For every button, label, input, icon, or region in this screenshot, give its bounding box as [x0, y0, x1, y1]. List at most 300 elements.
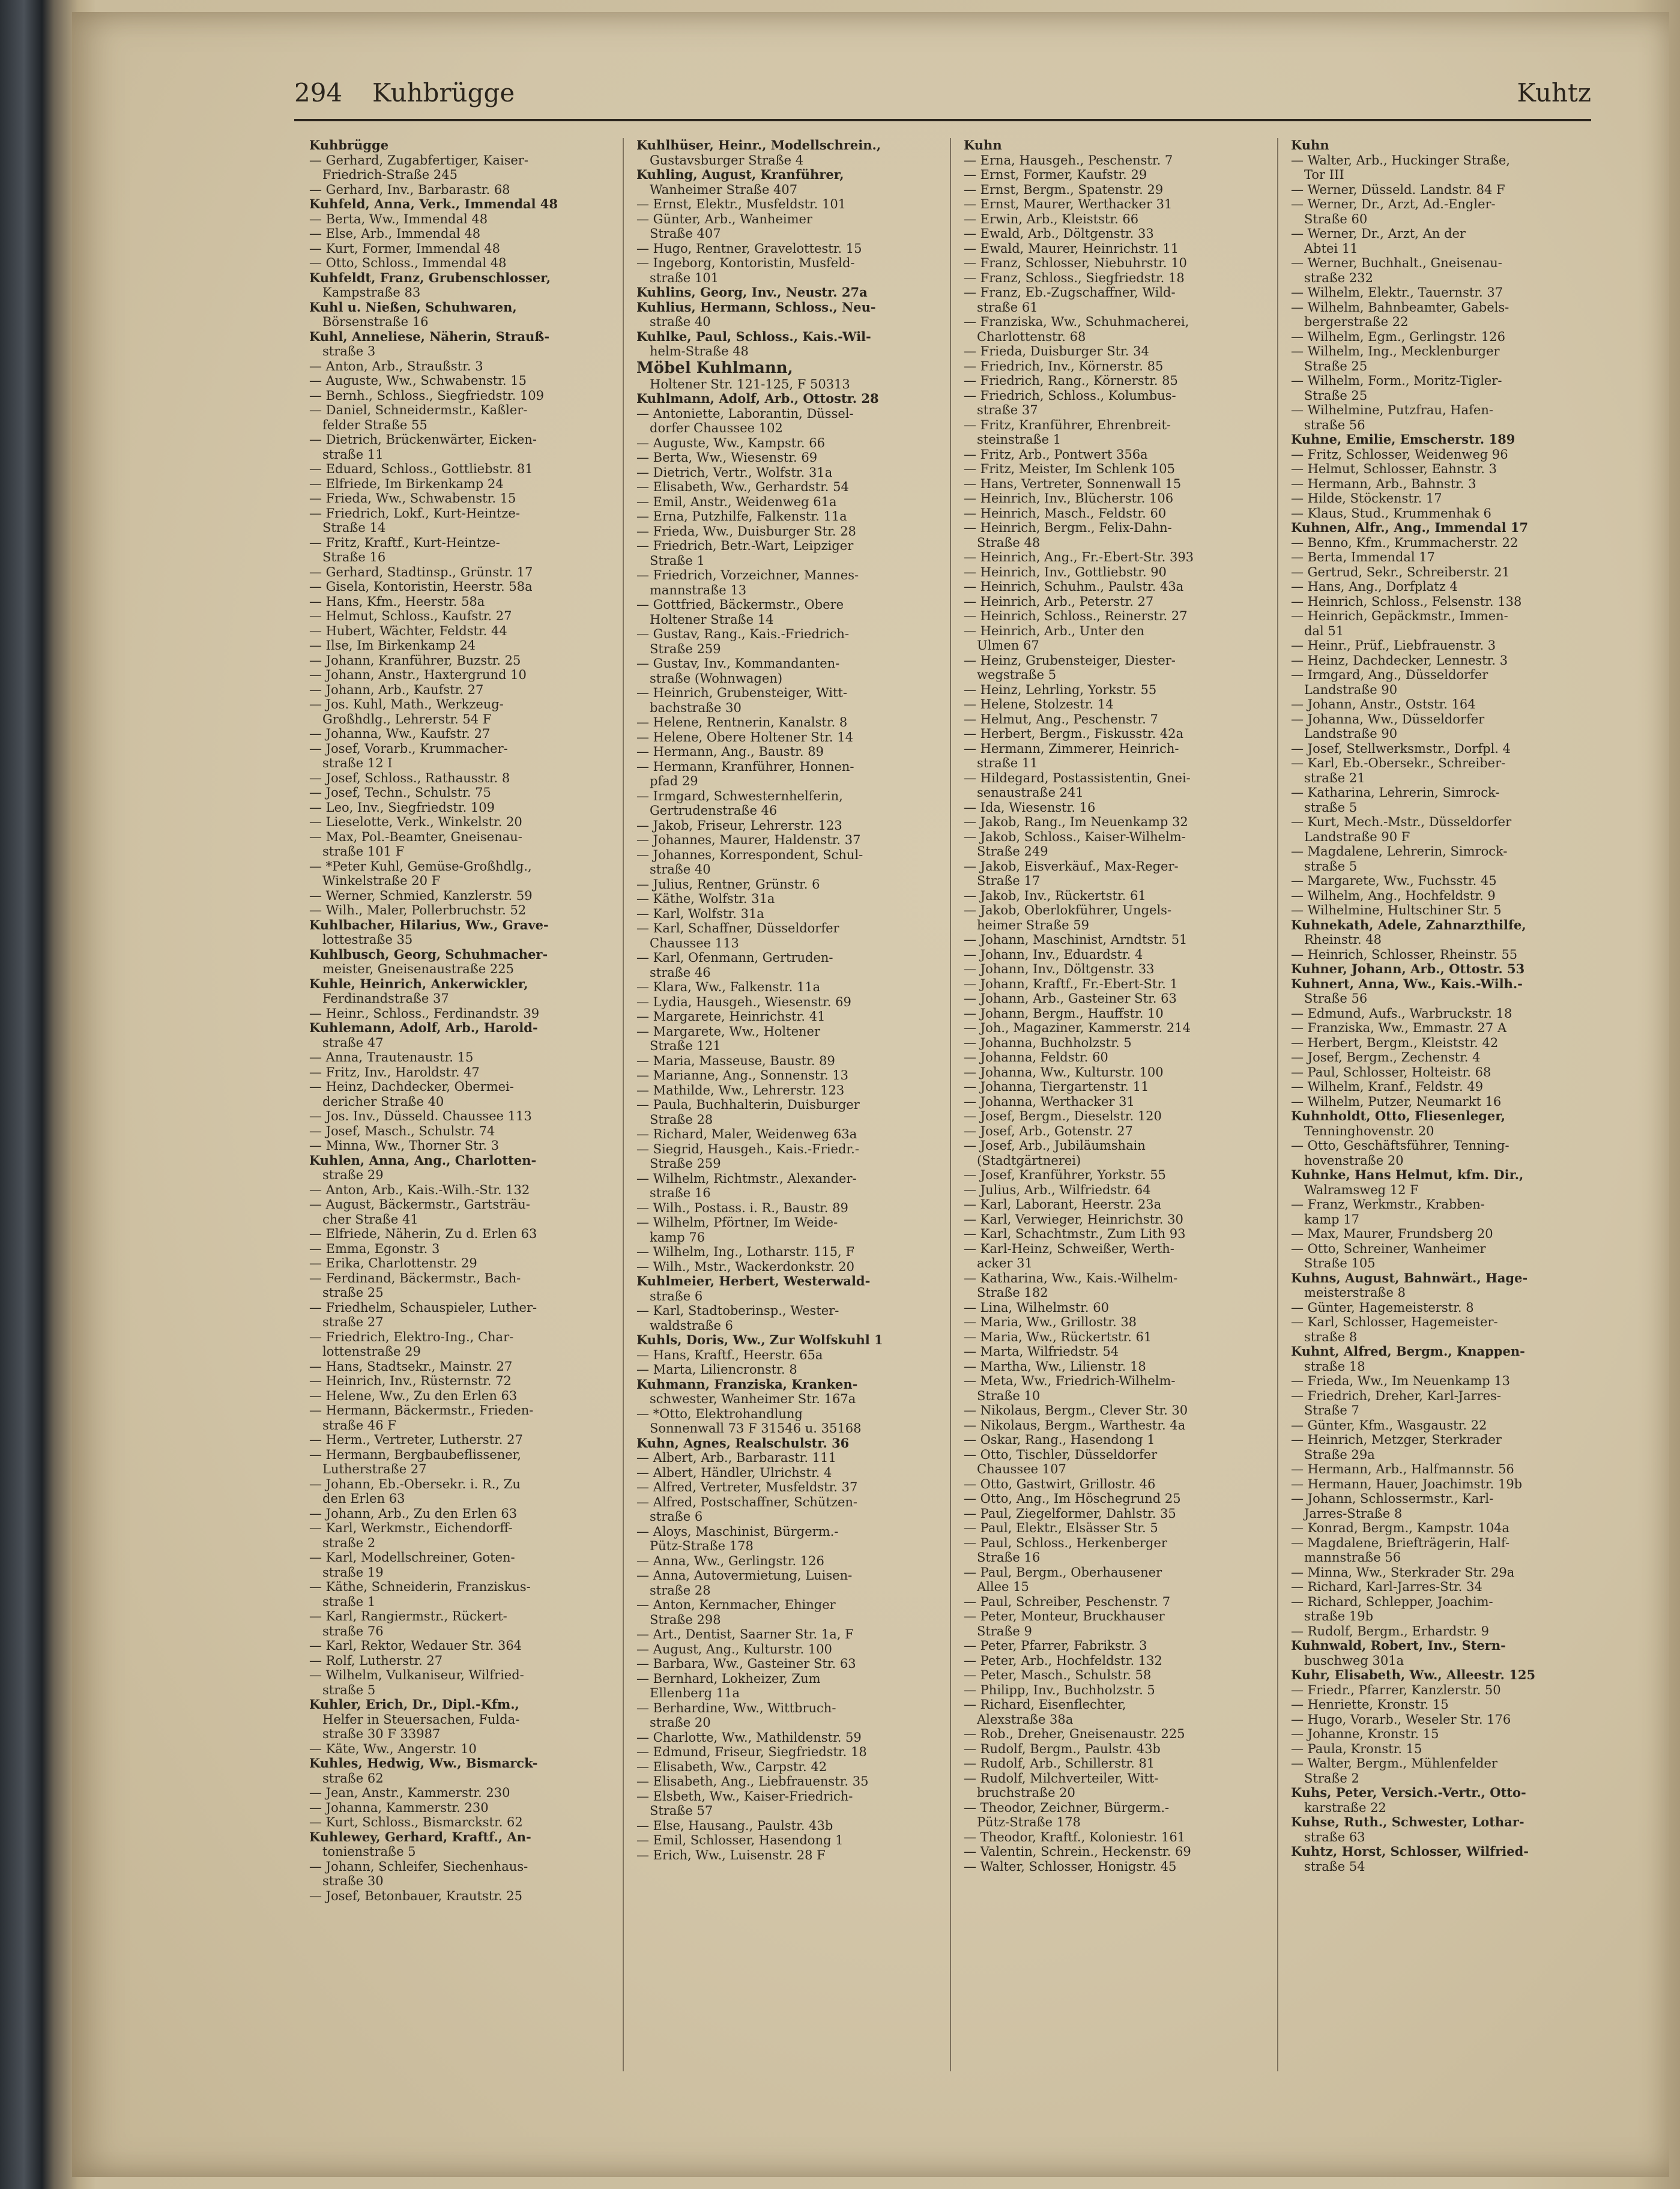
- entry-line: — Lina, Wilhelmstr. 60: [964, 1300, 1109, 1315]
- entry-line: straße 101: [650, 270, 719, 285]
- entry-line: — Fritz, Arb., Pontwert 356a: [964, 447, 1148, 462]
- entry-line: — Friedr., Pfarrer, Kanzlerstr. 50: [1291, 1682, 1501, 1697]
- entry-line: — Frieda, Ww., Schwabenstr. 15: [309, 491, 516, 506]
- entry-line: — Heinz, Grubensteiger, Diester-: [964, 653, 1176, 668]
- entry-line: — Johann, Kraftf., Fr.-Ebert-Str. 1: [964, 976, 1178, 991]
- entry-line: — Else, Arb., Immendal 48: [309, 226, 481, 241]
- entry-line: — Alfred, Vertreter, Musfeldstr. 37: [636, 1480, 858, 1494]
- entry-line: straße 11: [322, 447, 384, 462]
- entry-line: — Hermann, Hauer, Joachimstr. 19b: [1291, 1476, 1523, 1491]
- entry-line: (Stadtgärtnerei): [977, 1153, 1081, 1168]
- entry-line: — Wilhelm, Bahnbeamter, Gabels-: [1291, 300, 1509, 315]
- entry-heading: Kuhlewey, Gerhard, Kraftf., An-: [309, 1829, 531, 1844]
- entry-line: — Anna, Ww., Gerlingstr. 126: [636, 1553, 824, 1568]
- entry-line: — Friedrich, Betr.-Wart, Leipziger: [636, 539, 854, 553]
- entry-line: — Oskar, Rang., Hasendong 1: [964, 1433, 1155, 1447]
- entry-line: — Meta, Ww., Friedrich-Wilhelm-: [964, 1374, 1176, 1388]
- entry-line: — Josef, Betonbauer, Krautstr. 25: [309, 1888, 523, 1903]
- column-2: [636, 138, 937, 2071]
- entry-line: straße 19b: [1304, 1609, 1374, 1623]
- entry-line: Straße 56: [1304, 991, 1368, 1006]
- entry-line: — Antoniette, Laborantin, Düssel-: [636, 406, 854, 421]
- entry-line: — Siegrid, Hausgeh., Kais.-Friedr.-: [636, 1141, 859, 1156]
- entry-line: — Rolf, Lutherstr. 27: [309, 1653, 443, 1668]
- entry-line: — Günter, Kfm., Wasgaustr. 22: [1291, 1418, 1487, 1433]
- entry-line: felder Straße 55: [322, 417, 428, 432]
- entry-line: — Heinrich, Bergm., Felix-Dahn-: [964, 521, 1172, 535]
- entry-line: Landstraße 90: [1304, 726, 1398, 741]
- entry-line: Straße 60: [1304, 211, 1368, 226]
- entry-line: — Helmut, Schlosser, Eahnstr. 3: [1291, 462, 1497, 476]
- entry-line: — Peter, Monteur, Bruckhauser: [964, 1609, 1165, 1623]
- entry-line: — Wilh., Mstr., Wackerdonkstr. 20: [636, 1259, 854, 1274]
- entry-line: — Rudolf, Arb., Schillerstr. 81: [964, 1756, 1155, 1771]
- entry-heading: Kuhnwald, Robert, Inv., Stern-: [1291, 1638, 1506, 1653]
- entry-line: straße 61: [977, 300, 1038, 315]
- entry-line: — Lieselotte, Verk., Winkelstr. 20: [309, 815, 522, 829]
- entry-line: Straße 25: [1304, 358, 1368, 373]
- entry-line: — Benno, Kfm., Krummacherstr. 22: [1291, 535, 1518, 550]
- entry-line: — Johanna, Feldstr. 60: [964, 1050, 1108, 1064]
- entry-line: — Klara, Ww., Falkenstr. 11a: [636, 980, 821, 994]
- entry-line: Straße 48: [977, 535, 1041, 550]
- entry-line: — Frieda, Ww., Duisburger Str. 28: [636, 524, 856, 539]
- entry-line: Chaussee 107: [977, 1462, 1066, 1476]
- entry-line: Winkelstraße 20 F: [322, 874, 441, 888]
- entry-line: — Erich, Ww., Luisenstr. 28 F: [636, 1847, 826, 1862]
- entry-line: Straße 2: [1304, 1771, 1359, 1786]
- entry-line: — Johann, Eb.-Obersekr. i. R., Zu: [309, 1476, 521, 1491]
- entry-heading: Kuhnekath, Adele, Zahnarzthilfe,: [1291, 917, 1526, 932]
- entry-line: — Hans, Kfm., Heerstr. 58a: [309, 594, 485, 609]
- entry-line: — Anna, Trautenaustr. 15: [309, 1050, 474, 1064]
- entry-line: — Jakob, Friseur, Lehrerstr. 123: [636, 818, 842, 833]
- column-1: [309, 138, 609, 2071]
- entry-line: Straße 259: [650, 1156, 721, 1171]
- entry-line: — Heinrich, Arb., Peterstr. 27: [964, 594, 1154, 609]
- entry-line: straße 63: [1304, 1829, 1365, 1844]
- entry-line: — Anna, Autovermietung, Luisen-: [636, 1568, 853, 1583]
- entry-line: — Anton, Arb., Straußstr. 3: [309, 358, 483, 373]
- entry-line: — Elisabeth, Ww., Carpstr. 42: [636, 1759, 827, 1774]
- entry-line: Gustavsburger Straße 4: [650, 152, 804, 168]
- entry-line: — Heinrich, Ang., Fr.-Ebert-Str. 393: [964, 550, 1194, 564]
- entry-line: acker 31: [977, 1256, 1033, 1270]
- entry-heading: Kuhnt, Alfred, Bergm., Knappen-: [1291, 1344, 1525, 1359]
- entry-line: karstraße 22: [1304, 1800, 1386, 1815]
- entry-line: waldstraße 6: [650, 1318, 733, 1333]
- entry-line: — Ewald, Arb., Döltgenstr. 33: [964, 226, 1154, 241]
- entry-line: Ferdinandstraße 37: [322, 991, 449, 1006]
- entry-line: — Hans, Stadtsekr., Mainstr. 27: [309, 1359, 513, 1374]
- entry-line: straße 19: [322, 1565, 384, 1580]
- entry-heading: Kuhnholdt, Otto, Fliesenleger,: [1291, 1108, 1506, 1123]
- entry-line: Straße 182: [977, 1285, 1048, 1300]
- entry-line: — Karl, Rangiermstr., Rückert-: [309, 1609, 507, 1623]
- entry-line: — Franz, Werkmstr., Krabben-: [1291, 1197, 1485, 1212]
- entry-line: — Hermann, Bäckermstr., Frieden-: [309, 1403, 534, 1418]
- entry-line: bachstraße 30: [650, 700, 742, 715]
- entry-line: straße 8: [1304, 1329, 1358, 1344]
- entry-line: — Ida, Wiesenstr. 16: [964, 800, 1096, 815]
- column-divider: [950, 138, 951, 2071]
- entry-line: — Paul, Ziegelformer, Dahlstr. 35: [964, 1506, 1176, 1521]
- entry-line: — Jakob, Inv., Rückertstr. 61: [964, 888, 1146, 903]
- entry-line: senaustraße 241: [977, 785, 1084, 800]
- entry-line: — Karl, Modellschreiner, Goten-: [309, 1550, 515, 1565]
- entry-line: — Emil, Anstr., Weidenweg 61a: [636, 494, 837, 509]
- entry-line: — Friedrich, Schloss., Kolumbus-: [964, 388, 1176, 403]
- entry-line: Ellenberg 11a: [650, 1686, 740, 1700]
- entry-line: — August, Ang., Kulturstr. 100: [636, 1641, 832, 1656]
- entry-line: — Johanna, Kammerstr. 230: [309, 1800, 489, 1815]
- right-keyword: Kuhtz: [1517, 78, 1591, 107]
- entry-line: — Johann, Maschinist, Arndtstr. 51: [964, 932, 1188, 947]
- entry-line: — Josef, Arb., Jubiläumshain: [964, 1138, 1146, 1153]
- entry-heading: Kuhr, Elisabeth, Ww., Alleestr. 125: [1291, 1667, 1536, 1682]
- entry-line: straße 6: [650, 1509, 703, 1524]
- entry-line: — Elfriede, Näherin, Zu d. Erlen 63: [309, 1227, 537, 1241]
- entry-line: — Philipp, Inv., Buchholzstr. 5: [964, 1682, 1155, 1697]
- entry-line: — Erna, Putzhilfe, Falkenstr. 11a: [636, 509, 847, 524]
- entry-line: — Heinrich, Schloss., Reinerstr. 27: [964, 609, 1188, 623]
- entry-line: — Valentin, Schrein., Heckenstr. 69: [964, 1844, 1191, 1859]
- entry-line: schwester, Wanheimer Str. 167a: [650, 1392, 856, 1406]
- entry-line: — Josef, Vorarb., Krummacher-: [309, 741, 508, 756]
- entry-heading: Kuhlke, Paul, Schloss., Kais.-Wil-: [636, 328, 871, 344]
- entry-line: — Günter, Arb., Wanheimer: [636, 211, 812, 226]
- entry-line: — Edmund, Aufs., Warbruckstr. 18: [1291, 1006, 1512, 1021]
- entry-line: — Wilhelm, Form., Moritz-Tigler-: [1291, 373, 1502, 388]
- entry-line: — Johann, Arb., Gasteiner Str. 63: [964, 991, 1177, 1006]
- entry-line: — Hermann, Kranführer, Honnen-: [636, 759, 854, 774]
- directory-columns: [309, 138, 1594, 2071]
- entry-line: dericher Straße 40: [322, 1094, 444, 1109]
- entry-line: — Jakob, Rang., Im Neuenkamp 32: [964, 815, 1188, 829]
- entry-line: — Fritz, Inv., Haroldstr. 47: [309, 1064, 480, 1079]
- entry-heading: Kuhling, August, Kranführer,: [636, 167, 844, 182]
- entry-line: straße 3: [322, 344, 376, 358]
- entry-line: — Heinz, Dachdecker, Lennestr. 3: [1291, 653, 1508, 668]
- entry-heading: Kuhner, Johann, Arb., Ottostr. 53: [1291, 961, 1525, 976]
- entry-line: — Heinrich, Inv., Gottliebstr. 90: [964, 564, 1167, 579]
- entry-line: — Werner, Dr., Arzt, An der: [1291, 226, 1466, 241]
- advert-entry: Möbel Kuhlmann,: [636, 358, 793, 377]
- entry-line: — Karl, Verwieger, Heinrichstr. 30: [964, 1212, 1183, 1227]
- entry-line: — Richard, Maler, Weidenweg 63a: [636, 1127, 857, 1141]
- entry-line: — Klaus, Stud., Krummenhak 6: [1291, 506, 1491, 521]
- entry-line: — Nikolaus, Bergm., Warthestr. 4a: [964, 1418, 1186, 1433]
- entry-line: — Ernst, Maurer, Werthacker 31: [964, 197, 1173, 211]
- entry-line: straße 6: [650, 1288, 703, 1303]
- entry-heading: Kuhls, Doris, Ww., Zur Wolfskuhl 1: [636, 1332, 883, 1347]
- entry-heading: Kuhlius, Hermann, Schloss., Neu-: [636, 299, 876, 315]
- entry-line: Straße 57: [650, 1804, 713, 1818]
- entry-line: Rheinstr. 48: [1304, 932, 1382, 947]
- entry-line: — Hilde, Stöckenstr. 17: [1291, 491, 1442, 506]
- entry-line: Abtei 11: [1304, 241, 1358, 256]
- entry-line: — Walter, Arb., Huckinger Straße,: [1291, 152, 1510, 168]
- entry-line: Straße 10: [977, 1388, 1041, 1403]
- entry-line: — Wilhelm, Ing., Mecklenburger: [1291, 344, 1500, 358]
- entry-line: Holtener Str. 121-125, F 50313: [650, 376, 850, 391]
- entry-line: — Wilhelm, Vulkaniseur, Wilfried-: [309, 1668, 524, 1682]
- entry-line: Ulmen 67: [977, 638, 1039, 653]
- entry-line: — Heinrich, Masch., Feldstr. 60: [964, 506, 1167, 521]
- entry-line: — Werner, Düsseld. Landstr. 84 F: [1291, 182, 1505, 197]
- entry-line: steinstraße 1: [977, 432, 1062, 447]
- entry-line: — Frieda, Ww., Im Neuenkamp 13: [1291, 1374, 1510, 1388]
- entry-line: — Hans, Vertreter, Sonnenwall 15: [964, 476, 1182, 491]
- entry-line: straße 18: [1304, 1359, 1365, 1374]
- entry-line: — Ernst, Bergm., Spatenstr. 29: [964, 182, 1164, 197]
- entry-line: bergerstraße 22: [1304, 315, 1409, 329]
- entry-line: — Paula, Kronstr. 15: [1291, 1741, 1422, 1756]
- entry-line: — Eduard, Schloss., Gottliebstr. 81: [309, 462, 533, 476]
- entry-line: — Joh., Magaziner, Kammerstr. 214: [964, 1021, 1191, 1035]
- entry-line: — Johann, Anstr., Haxtergrund 10: [309, 668, 527, 682]
- entry-line: — Friedhelm, Schauspieler, Luther-: [309, 1300, 537, 1315]
- entry-line: — Peter, Arb., Hochfeldstr. 132: [964, 1653, 1162, 1668]
- entry-line: — Johann, Anstr., Oststr. 164: [1291, 697, 1476, 711]
- entry-line: — Josef, Kranführer, Yorkstr. 55: [964, 1168, 1166, 1182]
- entry-line: — *Peter Kuhl, Gemüse-Großhdlg.,: [309, 859, 532, 874]
- entry-line: bruchstraße 20: [977, 1786, 1075, 1800]
- entry-line: Tenninghovenstr. 20: [1304, 1123, 1434, 1138]
- entry-line: — Fritz, Schlosser, Weidenweg 96: [1291, 447, 1508, 462]
- entry-line: — Henriette, Kronstr. 15: [1291, 1697, 1449, 1712]
- entry-line: — Maria, Ww., Grillostr. 38: [964, 1315, 1137, 1329]
- entry-line: — Otto, Gastwirt, Grillostr. 46: [964, 1476, 1156, 1491]
- entry-line: — Friedrich, Lokf., Kurt-Heintze-: [309, 506, 520, 521]
- entry-line: straße 47: [322, 1035, 384, 1050]
- entry-heading: Kuhbrügge: [309, 138, 389, 152]
- column-3: [964, 138, 1264, 2071]
- entry-line: straße 1: [322, 1594, 376, 1609]
- entry-line: — Ernst, Former, Kaufstr. 29: [964, 168, 1147, 182]
- header-rule: [294, 119, 1591, 121]
- entry-line: — Gerhard, Stadtinsp., Grünstr. 17: [309, 564, 533, 579]
- entry-line: — Minna, Ww., Sterkrader Str. 29a: [1291, 1565, 1515, 1580]
- entry-line: — Maria, Masseuse, Baustr. 89: [636, 1053, 835, 1068]
- entry-line: — Charlotte, Ww., Mathildenstr. 59: [636, 1730, 862, 1745]
- entry-line: — Josef, Stellwerksmstr., Dorfpl. 4: [1291, 741, 1511, 756]
- entry-line: — Ernst, Elektr., Musfeldstr. 101: [636, 197, 847, 211]
- entry-line: — Marta, Liliencronstr. 8: [636, 1362, 797, 1377]
- entry-line: — Johann, Kranführer, Buzstr. 25: [309, 653, 521, 668]
- entry-line: — Franz, Schlosser, Niebuhrstr. 10: [964, 256, 1187, 270]
- entry-line: — Johann, Schlossermstr., Karl-: [1291, 1491, 1494, 1506]
- entry-line: — Hans, Ang., Dorfplatz 4: [1291, 579, 1458, 594]
- entry-line: — Berhardine, Ww., Wittbruch-: [636, 1700, 836, 1715]
- entry-line: — Werner, Schmied, Kanzlerstr. 59: [309, 888, 533, 903]
- entry-heading: Kuhs, Peter, Versich.-Vertr., Otto-: [1291, 1785, 1526, 1800]
- entry-line: — Dietrich, Vertr., Wolfstr. 31a: [636, 465, 833, 480]
- entry-line: — Otto, Schloss., Immendal 48: [309, 256, 507, 270]
- entry-line: — Johann, Schleifer, Siechenhaus-: [309, 1859, 528, 1874]
- entry-line: straße 101 F: [322, 844, 405, 859]
- entry-line: — Hildegard, Postassistentin, Gnei-: [964, 770, 1191, 785]
- entry-line: straße 25: [322, 1285, 384, 1300]
- entry-line: Jarres-Straße 8: [1304, 1506, 1403, 1521]
- entry-line: Gertrudenstraße 46: [650, 803, 778, 818]
- entry-line: — Hermann, Arb., Halfmannstr. 56: [1291, 1462, 1514, 1476]
- entry-line: — Margarete, Ww., Holtener: [636, 1024, 821, 1039]
- entry-line: — Johanne, Kronstr. 15: [1291, 1727, 1439, 1741]
- entry-line: dal 51: [1304, 623, 1344, 638]
- entry-line: — Karl, Laborant, Heerstr. 23a: [964, 1197, 1162, 1212]
- entry-line: — Johanna, Werthacker 31: [964, 1094, 1135, 1109]
- entry-line: — Erna, Hausgeh., Peschenstr. 7: [964, 152, 1173, 168]
- entry-line: — Anton, Kernmacher, Ehinger: [636, 1598, 836, 1612]
- entry-line: tonienstraße 5: [322, 1844, 416, 1859]
- entry-line: — Fritz, Meister, Im Schlenk 105: [964, 462, 1175, 476]
- entry-line: Holtener Straße 14: [650, 612, 774, 627]
- entry-line: lottestraße 35: [322, 932, 413, 947]
- entry-line: — Wilhelm, Pförtner, Im Weide-: [636, 1215, 838, 1230]
- entry-line: lottenstraße 29: [322, 1344, 421, 1359]
- entry-line: — Günter, Hagemeisterstr. 8: [1291, 1300, 1474, 1315]
- entry-line: — Max, Maurer, Frundsberg 20: [1291, 1227, 1493, 1241]
- entry-line: Straße 121: [650, 1039, 721, 1053]
- entry-line: — Paula, Buchhalterin, Duisburger: [636, 1098, 860, 1112]
- entry-heading: Kuhtz, Horst, Schlosser, Wilfried-: [1291, 1844, 1529, 1859]
- entry-line: — Heinrich, Arb., Unter den: [964, 623, 1144, 638]
- entry-heading: Kuhlins, Georg, Inv., Neustr. 27a: [636, 285, 868, 300]
- entry-line: Straße 16: [977, 1550, 1041, 1565]
- entry-line: — Mathilde, Ww., Lehrerstr. 123: [636, 1082, 845, 1098]
- entry-line: — Katharina, Ww., Kais.-Wilhelm-: [964, 1270, 1178, 1285]
- entry-line: — Julius, Arb., Wilfriedstr. 64: [964, 1182, 1151, 1197]
- entry-line: — Richard, Eisenflechter,: [964, 1697, 1126, 1712]
- entry-heading: Kuhlbusch, Georg, Schuhmacher-: [309, 946, 548, 962]
- entry-line: — Johannes, Maurer, Haldenstr. 37: [636, 833, 861, 847]
- entry-line: Walramsweg 12 F: [1304, 1182, 1419, 1197]
- entry-line: — Berta, Immendal 17: [1291, 550, 1436, 564]
- entry-heading: Kuhne, Emilie, Emscherstr. 189: [1291, 432, 1515, 447]
- entry-line: — Jos. Inv., Düsseld. Chaussee 113: [309, 1109, 532, 1123]
- entry-line: — Berta, Ww., Immendal 48: [309, 211, 488, 226]
- entry-line: — Otto, Tischler, Düsseldorfer: [964, 1447, 1158, 1462]
- entry-heading: Kuhlen, Anna, Ang., Charlotten-: [309, 1152, 537, 1168]
- entry-line: — Werner, Buchhalt., Gneisenau-: [1291, 256, 1502, 270]
- entry-line: — Berta, Ww., Wiesenstr. 69: [636, 450, 818, 465]
- entry-line: — Gustav, Inv., Kommandanten-: [636, 656, 840, 671]
- entry-line: — Emil, Schlosser, Hasendong 1: [636, 1833, 844, 1847]
- entry-line: Straße 14: [322, 521, 386, 535]
- entry-line: — Franziska, Ww., Schuhmacherei,: [964, 315, 1189, 329]
- entry-heading: Kuhnke, Hans Helmut, kfm. Dir.,: [1291, 1167, 1524, 1182]
- entry-line: — Heinrich, Schlosser, Rheinstr. 55: [1291, 947, 1518, 962]
- entry-line: — Friedrich, Elektro-Ing., Char-: [309, 1329, 514, 1344]
- entry-line: Straße 259: [650, 641, 721, 656]
- entry-line: — Werner, Dr., Arzt, Ad.-Engler-: [1291, 197, 1496, 211]
- entry-heading: Kuhler, Erich, Dr., Dipl.-Kfm.,: [309, 1697, 519, 1712]
- entry-line: — Konrad, Bergm., Kampstr. 104a: [1291, 1521, 1510, 1535]
- entry-line: dorfer Chaussee 102: [650, 421, 783, 435]
- entry-line: straße 29: [322, 1168, 384, 1182]
- entry-line: — Johanna, Tiergartenstr. 11: [964, 1079, 1149, 1094]
- entry-line: — Nikolaus, Bergm., Clever Str. 30: [964, 1403, 1188, 1418]
- entry-line: — Josef, Schloss., Rathausstr. 8: [309, 770, 510, 785]
- entry-line: — Heinrich, Metzger, Sterkrader: [1291, 1433, 1502, 1447]
- entry-line: straße 28: [650, 1583, 711, 1598]
- entry-line: straße 16: [650, 1186, 711, 1200]
- entry-line: — Peter, Pfarrer, Fabrikstr. 3: [964, 1638, 1147, 1653]
- entry-line: — Karl, Wolfstr. 31a: [636, 906, 764, 921]
- entry-line: — Johannes, Korrespondent, Schul-: [636, 847, 863, 862]
- entry-line: pfad 29: [650, 774, 698, 788]
- entry-line: — Herbert, Bergm., Kleiststr. 42: [1291, 1035, 1499, 1050]
- entry-line: — Hugo, Rentner, Gravelottestr. 15: [636, 241, 862, 256]
- entry-line: — Kurt, Schloss., Bismarckstr. 62: [309, 1815, 523, 1829]
- entry-heading: Kuhles, Hedwig, Ww., Bismarck-: [309, 1756, 538, 1771]
- entry-line: — Friedrich, Vorzeichner, Mannes-: [636, 568, 859, 582]
- entry-heading: Kuhn: [964, 138, 1002, 152]
- entry-line: — Gertrud, Sekr., Schreiberstr. 21: [1291, 564, 1510, 579]
- entry-line: — Josef, Bergm., Dieselstr. 120: [964, 1109, 1162, 1123]
- entry-line: helm-Straße 48: [650, 344, 749, 358]
- entry-line: straße 2: [322, 1535, 376, 1550]
- entry-line: Pütz-Straße 178: [977, 1815, 1081, 1829]
- entry-line: — Wilh., Maler, Pollerbruchstr. 52: [309, 903, 527, 917]
- entry-line: — Johann, Inv., Eduardstr. 4: [964, 947, 1143, 962]
- entry-line: Großhdlg., Lehrerstr. 54 F: [322, 711, 492, 726]
- entry-line: — Otto, Ang., Im Höschegrund 25: [964, 1491, 1181, 1506]
- entry-line: — Johann, Arb., Zu den Erlen 63: [309, 1506, 518, 1521]
- entry-line: — Bernhard, Lokheizer, Zum: [636, 1671, 821, 1686]
- entry-line: — Käthe, Wolfstr. 31a: [636, 892, 775, 906]
- entry-line: straße 54: [1304, 1859, 1365, 1874]
- entry-line: — Gerhard, Inv., Barbarastr. 68: [309, 182, 510, 197]
- entry-line: — Rob., Dreher, Gneisenaustr. 225: [964, 1727, 1185, 1741]
- entry-line: wegstraße 5: [977, 668, 1057, 682]
- entry-line: — Karl, Eb.-Obersekr., Schreiber-: [1291, 756, 1506, 770]
- entry-line: — Wilhelmine, Putzfrau, Hafen-: [1291, 403, 1493, 417]
- entry-line: — Albert, Arb., Barbarastr. 111: [636, 1451, 836, 1465]
- entry-line: — Hermann, Bergbaubeflissener,: [309, 1447, 522, 1462]
- entry-line: Landstraße 90 F: [1304, 829, 1410, 844]
- entry-line: — Irmgard, Schwesternhelferin,: [636, 788, 843, 803]
- entry-line: — Leo, Inv., Siegfriedstr. 109: [309, 800, 495, 815]
- entry-line: meisterstraße 8: [1304, 1285, 1406, 1300]
- entry-line: — August, Bäckermstr., Gartsträu-: [309, 1197, 530, 1212]
- entry-line: den Erlen 63: [322, 1491, 405, 1506]
- entry-line: straße 5: [1304, 859, 1358, 874]
- entry-line: — Fritz, Kranführer, Ehrenbreit-: [964, 417, 1171, 432]
- entry-line: — Karl, Ofenmann, Gertruden-: [636, 950, 833, 965]
- entry-line: — Josef, Masch., Schulstr. 74: [309, 1123, 495, 1138]
- entry-heading: Kuhse, Ruth., Schwester, Lothar-: [1291, 1814, 1524, 1829]
- entry-line: Straße 9: [977, 1623, 1032, 1638]
- entry-line: — Walter, Bergm., Mühlenfelder: [1291, 1756, 1497, 1771]
- entry-line: straße 20: [650, 1715, 711, 1730]
- entry-line: Landstraße 90: [1304, 682, 1398, 697]
- entry-heading: Kuhn: [1291, 138, 1329, 152]
- entry-line: straße 46 F: [322, 1418, 396, 1433]
- entry-heading: Kuhlmann, Adolf, Arb., Ottostr. 28: [636, 391, 879, 406]
- entry-line: — Karl, Stadtoberinsp., Wester-: [636, 1303, 839, 1318]
- entry-line: — Helene, Ww., Zu den Erlen 63: [309, 1388, 518, 1403]
- entry-line: — Hubert, Wächter, Feldstr. 44: [309, 623, 507, 638]
- entry-heading: Kuhlhüser, Heinr., Modellschrein.,: [636, 138, 881, 152]
- entry-line: — *Otto, Elektrohandlung: [636, 1406, 803, 1421]
- entry-line: — Margarete, Ww., Fuchsstr. 45: [1291, 874, 1497, 888]
- entry-line: straße 37: [977, 403, 1038, 417]
- entry-line: — Rudolf, Bergm., Paulstr. 43b: [964, 1741, 1161, 1756]
- entry-line: — Heinz, Lehrling, Yorkstr. 55: [964, 682, 1157, 697]
- entry-line: — Ilse, Im Birkenkamp 24: [309, 638, 476, 653]
